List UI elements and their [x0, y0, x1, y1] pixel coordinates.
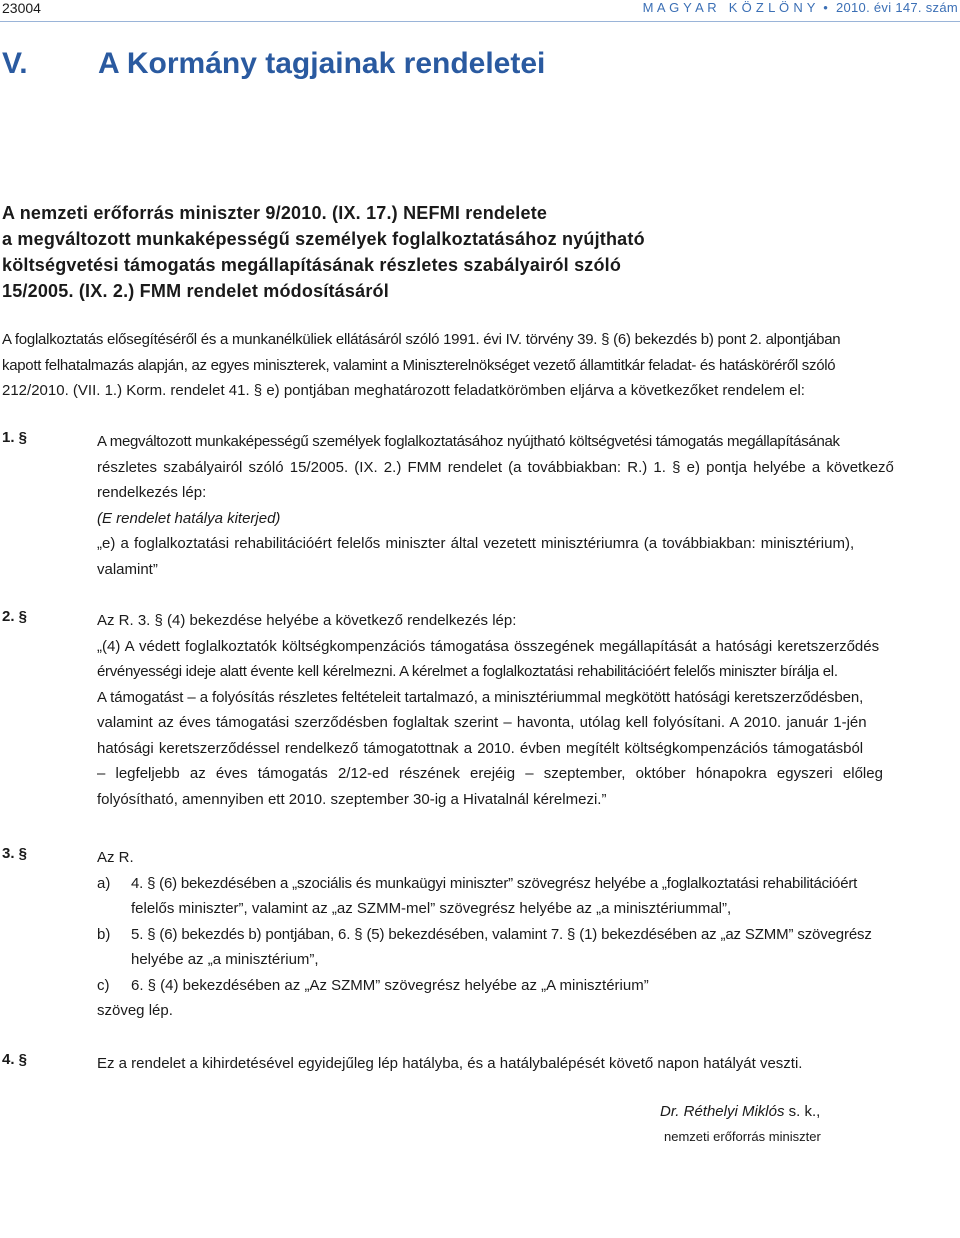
section-line: érvényességi ideje alatt évente kell kérelmezni. A kérelmet a foglalkoztatási rehabilitációért felelős miniszter bírálja el.	[97, 663, 838, 680]
preamble	[2, 327, 958, 404]
chapter-title: A Kormány tagjainak rendeletei	[98, 47, 546, 80]
item-line: 6. § (4) bekezdésében az „Az SZMM” szövegrész helyébe az „A minisztérium”	[131, 976, 649, 994]
section-line: hatósági keretszerződéssel rendelkező támogatottnak a 2010. évben megítélt költségkompenzációs támogatásból	[97, 739, 864, 757]
page-header	[0, 0, 960, 22]
section-line: valamint az éves támogatási szerződésben foglaltak szerint – havonta, utólag kell folyósítani. A 2010. január 1-jén	[97, 714, 867, 731]
chapter-heading	[2, 47, 545, 81]
section-label: 2. §	[2, 608, 28, 625]
list-item-continuation: felelős miniszter”, valamint az „az SZMM-mel” szövegrész helyébe az „a minisztériummal”,	[131, 900, 732, 917]
section-line: „e) a foglalkoztatási rehabilitációért felelős miniszter által vezetett minisztériumra (a továbbiakban: minisztérium),	[97, 535, 855, 552]
section-line: Az R. 3. § (4) bekezdése helyébe a következő rendelkezés lép:	[97, 612, 517, 629]
section-line: valamint”	[97, 560, 158, 578]
section-line: A megváltozott munkaképességű személyek foglalkoztatásához nyújtható költségvetési támogatás megállapításának	[97, 433, 840, 450]
list-item	[97, 871, 958, 897]
item-letter: c)	[97, 976, 110, 994]
section-line: A támogatást – a folyósítás részletes feltételeit tartalmazó, a minisztériummal megkötött hatósági keretszerződésben,	[97, 688, 864, 706]
section-body	[97, 845, 958, 1024]
section-line: (E rendelet hatálya kiterjed)	[97, 509, 281, 527]
signature	[660, 1103, 820, 1120]
chapter-number: V.	[2, 47, 28, 80]
section-label: 3. §	[2, 845, 28, 862]
section-intro: Az R.	[97, 849, 134, 866]
section-line: rendelkezés lép:	[97, 484, 207, 501]
signatory-title: nemzeti erőforrás miniszter	[664, 1129, 821, 1144]
list-item	[97, 922, 958, 948]
section-line: folyósítható, amennyiben ett 2010. szeptember 30-ig a Hivatalnál kérelmezi.”	[97, 790, 607, 808]
section-body	[97, 608, 958, 812]
preamble-line: A foglalkoztatás elősegítéséről és a munkanélküliek ellátásáról szóló 1991. évi IV. törvény 39. § (6) bekezdés b) pont 2. alpontjában	[2, 331, 841, 348]
signature-suffix: s. k.,	[788, 1103, 821, 1120]
section-body	[97, 1051, 958, 1077]
decree-title-line: a megváltozott munkaképességű személyek foglalkoztatásához nyújtható	[2, 229, 645, 249]
decree-title	[2, 200, 952, 304]
item-letter: b)	[97, 925, 111, 943]
decree-title-line: költségvetési támogatás megállapításának részletes szabályairól szóló	[2, 255, 622, 275]
list-item	[97, 973, 958, 999]
preamble-line: kapott felhatalmazás alapján, az egyes miniszterek, valamint a Miniszterelnökséget vezető államtitkár feladat- és hatásköréről szóló	[2, 356, 836, 374]
item-line: 5. § (6) bekezdés b) pontjában, 6. § (5) bekezdésében, valamint 7. § (1) bekezdésében az „az SZMM” szövegrész	[131, 925, 872, 943]
item-letter: a)	[97, 874, 111, 892]
section-line: – legfeljebb az éves támogatás 2/12-ed részének erejéig – szeptember, október hónapokra egyszeri előleg	[97, 765, 883, 782]
decree-title-line: 15/2005. (IX. 2.) FMM rendelet módosításáról	[2, 281, 389, 301]
signatory-name: Dr. Réthelyi Miklós	[660, 1103, 785, 1120]
section-label: 1. §	[2, 429, 28, 446]
section-line: Ez a rendelet a kihirdetésével egyidejűleg lép hatályba, és a hatálybalépését követő napon hatályát veszti.	[97, 1055, 803, 1072]
header-rule	[0, 21, 960, 22]
list-item-continuation: helyébe az „a minisztérium”,	[131, 951, 319, 968]
item-line: 4. § (6) bekezdésében a „szociális és munkaügyi miniszter” szövegrész helyébe a „foglalkoztatási rehabilitációért	[131, 874, 858, 892]
section-body	[97, 429, 958, 582]
running-head: M A G Y A R K Ö Z L Ö N Y • 2010. évi 147. szám	[642, 0, 958, 15]
section-line: „(4) A védett foglalkoztatók költségkompenzációs támogatása összegének megállapítását a hatósági keretszerződés	[97, 637, 880, 655]
section-outro: szöveg lép.	[97, 1002, 173, 1019]
decree-title-line: A nemzeti erőforrás miniszter 9/2010. (IX. 17.) NEFMI rendelete	[2, 203, 548, 223]
section-line: részletes szabályairól szóló 15/2005. (IX. 2.) FMM rendelet (a továbbiakban: R.) 1. § e) pontja helyébe a következő	[97, 458, 894, 476]
section-label: 4. §	[2, 1051, 28, 1068]
preamble-line: 212/2010. (VII. 1.) Korm. rendelet 41. § e) pontjában meghatározott feladatkörömben eljárva a következőket rendelem el:	[2, 382, 805, 399]
page-number: 23004	[2, 0, 41, 16]
